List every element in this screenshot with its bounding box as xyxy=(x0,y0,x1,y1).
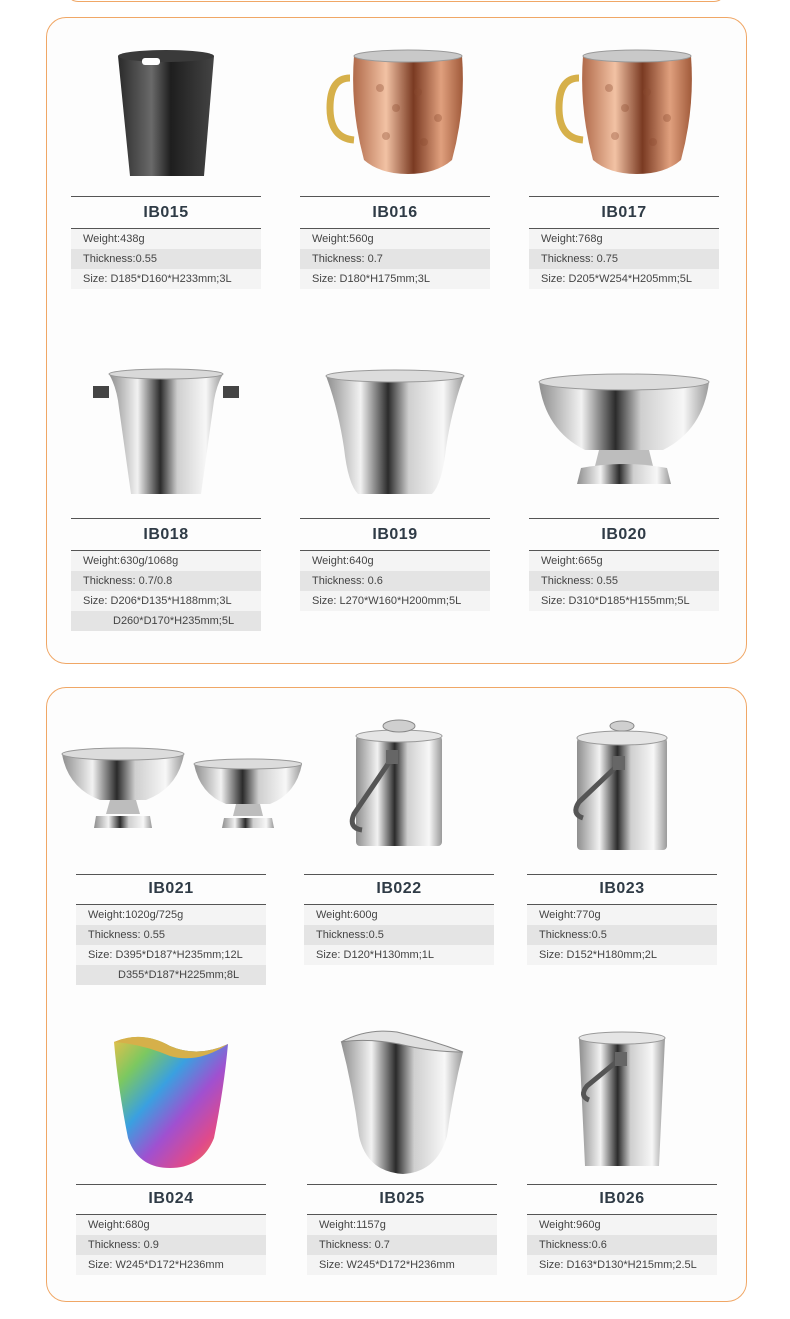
spec-thickness: Thickness:0.5 xyxy=(304,925,494,945)
spec-table xyxy=(300,550,490,611)
spec-thickness: Thickness: 0.55 xyxy=(76,925,266,945)
product-code: IB018 xyxy=(143,526,189,543)
spec-size: Size: D205*W254*H205mm;5L xyxy=(529,269,719,289)
spec-weight: Weight:630g/1068g xyxy=(71,550,261,571)
product-code: IB015 xyxy=(143,204,189,221)
product-code: IB020 xyxy=(601,526,647,543)
product-code: IB024 xyxy=(148,1190,194,1207)
spec-table xyxy=(76,1214,266,1275)
spec-thickness: Thickness:0.55 xyxy=(71,249,261,269)
spec-thickness: Thickness: 0.75 xyxy=(529,249,719,269)
steel-oval-bucket-image xyxy=(300,368,490,502)
product-panel-2 xyxy=(46,687,747,1302)
spec-table xyxy=(527,1214,717,1275)
spec-weight: Weight:770g xyxy=(527,904,717,925)
spec-weight: Weight:438g xyxy=(71,228,261,249)
product-code: IB021 xyxy=(148,880,194,897)
spec-weight: Weight:1020g/725g xyxy=(76,904,266,925)
spec-table xyxy=(529,228,719,289)
spec-size: Size: W245*D172*H236mm xyxy=(307,1255,497,1275)
spec-thickness: Thickness: 0.6 xyxy=(300,571,490,591)
spec-size: Size: L270*W160*H200mm;5L xyxy=(300,591,490,611)
spec-table xyxy=(71,228,261,289)
spec-table xyxy=(304,904,494,965)
spec-thickness: Thickness: 0.7/0.8 xyxy=(71,571,261,591)
copper-mug-image xyxy=(529,48,719,178)
spec-size: Size: D206*D135*H188mm;3L xyxy=(71,591,261,611)
spec-thickness: Thickness: 0.9 xyxy=(76,1235,266,1255)
spec-size: Size: D152*H180mm;2L xyxy=(527,945,717,965)
spec-weight: Weight:600g xyxy=(304,904,494,925)
steel-double-bowls-image xyxy=(60,718,302,848)
spec-thickness: Thickness: 0.7 xyxy=(300,249,490,269)
spec-weight: Weight:640g xyxy=(300,550,490,571)
previous-panel-edge xyxy=(66,0,726,2)
product-code: IB023 xyxy=(599,880,645,897)
spec-size: Size: W245*D172*H236mm xyxy=(76,1255,266,1275)
product-panel-1 xyxy=(46,17,747,664)
spec-weight: Weight:768g xyxy=(529,228,719,249)
lidded-ice-bucket-image xyxy=(527,718,717,852)
steel-bucket-handles-image xyxy=(71,368,261,502)
spec-size: Size: D185*D160*H233mm;3L xyxy=(71,269,261,289)
product-code: IB026 xyxy=(599,1190,645,1207)
spec-table xyxy=(71,550,261,631)
spec-size-alt: D260*D170*H235mm;5L xyxy=(71,611,261,631)
spec-thickness: Thickness:0.5 xyxy=(527,925,717,945)
product-code: IB016 xyxy=(372,204,418,221)
spec-table xyxy=(307,1214,497,1275)
spec-weight: Weight:560g xyxy=(300,228,490,249)
spec-weight: Weight:960g xyxy=(527,1214,717,1235)
spec-weight: Weight:680g xyxy=(76,1214,266,1235)
spec-thickness: Thickness: 0.7 xyxy=(307,1235,497,1255)
steel-punch-bowl-image xyxy=(529,368,719,498)
spec-size-alt: D355*D187*H225mm;8L xyxy=(76,965,266,985)
rainbow-wave-bucket-image xyxy=(76,1028,266,1174)
spec-thickness: Thickness: 0.55 xyxy=(529,571,719,591)
copper-mug-image xyxy=(300,48,490,178)
product-code: IB022 xyxy=(376,880,422,897)
spec-table xyxy=(76,904,266,985)
spec-table xyxy=(300,228,490,289)
black-ice-bucket-image xyxy=(71,48,261,178)
spec-weight: Weight:1157g xyxy=(307,1214,497,1235)
spec-thickness: Thickness:0.6 xyxy=(527,1235,717,1255)
spec-table xyxy=(527,904,717,965)
product-code: IB017 xyxy=(601,204,647,221)
product-code: IB019 xyxy=(372,526,418,543)
spec-size: Size: D163*D130*H215mm;2.5L xyxy=(527,1255,717,1275)
product-code: IB025 xyxy=(379,1190,425,1207)
spec-size: Size: D180*H175mm;3L xyxy=(300,269,490,289)
steel-wave-bucket-image xyxy=(307,1028,497,1178)
lidded-ice-bucket-image xyxy=(304,718,494,852)
spec-size: Size: D310*D185*H155mm;5L xyxy=(529,591,719,611)
spec-size: Size: D395*D187*H235mm;12L xyxy=(76,945,266,965)
spec-weight: Weight:665g xyxy=(529,550,719,571)
spec-table xyxy=(529,550,719,611)
steel-bucket-handle-image xyxy=(527,1028,717,1174)
spec-size: Size: D120*H130mm;1L xyxy=(304,945,494,965)
